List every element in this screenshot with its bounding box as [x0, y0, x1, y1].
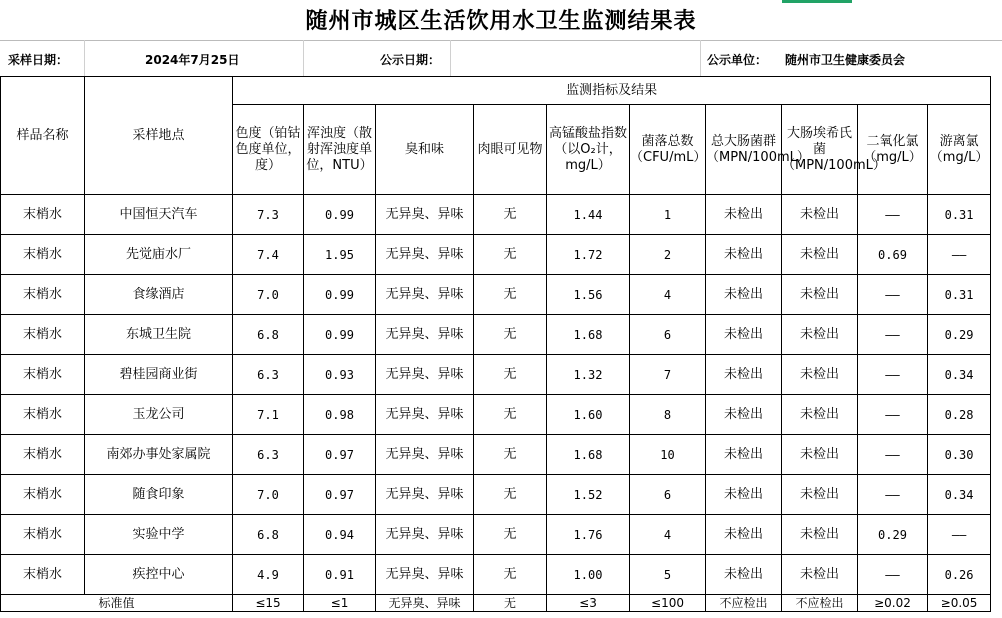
value-cell: 未检出 [706, 315, 782, 355]
value-cell: 1.72 [547, 235, 630, 275]
value-cell: —— [858, 475, 928, 515]
value-cell: 无异臭、异味 [376, 315, 474, 355]
sample-name-cell: 末梢水 [1, 555, 85, 595]
standard-value-cell: ≤100 [630, 595, 706, 612]
standard-value-cell: 无 [474, 595, 547, 612]
value-cell: 无 [474, 555, 547, 595]
value-cell: 1.60 [547, 395, 630, 435]
standard-value-cell: 无异臭、异味 [376, 595, 474, 612]
value-cell: —— [928, 515, 991, 555]
location-cell: 碧桂园商业街 [85, 355, 233, 395]
sample-date-value: 2024年7月25日 [145, 53, 240, 67]
value-cell: 无 [474, 515, 547, 555]
value-cell: 1.00 [547, 555, 630, 595]
location-cell: 实验中学 [85, 515, 233, 555]
publisher-value: 随州市卫生健康委员会 [785, 53, 906, 67]
value-cell: 未检出 [706, 235, 782, 275]
value-cell: 0.97 [304, 475, 376, 515]
header-col-permanganate: 高锰酸盐指数（以O₂计，mg/L） [547, 105, 630, 195]
sample-name-cell: 末梢水 [1, 195, 85, 235]
publisher-label: 公示单位： [707, 53, 768, 67]
value-cell: 5 [630, 555, 706, 595]
value-cell: 未检出 [706, 475, 782, 515]
value-cell: 无 [474, 475, 547, 515]
sample-name-cell: 末梢水 [1, 395, 85, 435]
value-cell: 0.31 [928, 195, 991, 235]
value-cell: 1.56 [547, 275, 630, 315]
value-cell: 未检出 [782, 315, 858, 355]
value-cell: 6.8 [233, 315, 304, 355]
meta-row [0, 40, 1002, 76]
value-cell: 6.3 [233, 435, 304, 475]
value-cell: 4 [630, 515, 706, 555]
value-cell: 1.44 [547, 195, 630, 235]
value-cell: 未检出 [706, 195, 782, 235]
value-cell: 无 [474, 195, 547, 235]
value-cell: 无异臭、异味 [376, 515, 474, 555]
value-cell: 未检出 [782, 235, 858, 275]
value-cell: 0.29 [858, 515, 928, 555]
value-cell: 0.98 [304, 395, 376, 435]
value-cell: 未检出 [706, 395, 782, 435]
value-cell: 1 [630, 195, 706, 235]
value-cell: —— [858, 435, 928, 475]
header-location: 采样地点 [85, 77, 233, 195]
value-cell: 无 [474, 435, 547, 475]
value-cell: 无异臭、异味 [376, 395, 474, 435]
value-cell: 0.34 [928, 355, 991, 395]
standard-value-cell: ≥0.02 [858, 595, 928, 612]
value-cell: 未检出 [782, 435, 858, 475]
value-cell: 无异臭、异味 [376, 195, 474, 235]
sample-name-cell: 末梢水 [1, 275, 85, 315]
value-cell: 无异臭、异味 [376, 475, 474, 515]
location-cell: 玉龙公司 [85, 395, 233, 435]
value-cell: 1.68 [547, 435, 630, 475]
standard-value-cell: ≤15 [233, 595, 304, 612]
value-cell: 0.34 [928, 475, 991, 515]
value-cell: 1.95 [304, 235, 376, 275]
value-cell: —— [858, 275, 928, 315]
value-cell: —— [858, 395, 928, 435]
sample-name-cell: 末梢水 [1, 315, 85, 355]
header-col-visible: 肉眼可见物 [474, 105, 547, 195]
value-cell: 无 [474, 275, 547, 315]
value-cell: 0.97 [304, 435, 376, 475]
standard-value-cell: ≥0.05 [928, 595, 991, 612]
value-cell: 7.1 [233, 395, 304, 435]
value-cell: 0.30 [928, 435, 991, 475]
value-cell: 1.76 [547, 515, 630, 555]
value-cell: 0.91 [304, 555, 376, 595]
sample-name-cell: 末梢水 [1, 235, 85, 275]
value-cell: 未检出 [706, 515, 782, 555]
value-cell: 7.0 [233, 475, 304, 515]
value-cell: 0.99 [304, 275, 376, 315]
table-row [1, 475, 991, 515]
value-cell: 0.29 [928, 315, 991, 355]
value-cell: 4 [630, 275, 706, 315]
standard-value-cell: 不应检出 [782, 595, 858, 612]
value-cell: 未检出 [782, 195, 858, 235]
value-cell: 未检出 [782, 515, 858, 555]
value-cell: 未检出 [706, 275, 782, 315]
results-table [0, 76, 991, 612]
value-cell: 无异臭、异味 [376, 275, 474, 315]
value-cell: 2 [630, 235, 706, 275]
location-cell: 先觉庙水厂 [85, 235, 233, 275]
value-cell: 无 [474, 315, 547, 355]
standard-value-cell: 不应检出 [706, 595, 782, 612]
value-cell: 7.4 [233, 235, 304, 275]
table-row [1, 275, 991, 315]
value-cell: 未检出 [706, 435, 782, 475]
standard-label: 标准值 [1, 595, 233, 612]
location-cell: 南郊办事处家属院 [85, 435, 233, 475]
value-cell: 7.0 [233, 275, 304, 315]
table-row [1, 315, 991, 355]
value-cell: 未检出 [706, 555, 782, 595]
sample-name-cell: 末梢水 [1, 355, 85, 395]
header-col-coliform: 总大肠菌群（MPN/100mL） [706, 105, 782, 195]
value-cell: 无 [474, 395, 547, 435]
location-cell: 食缘酒店 [85, 275, 233, 315]
table-row [1, 195, 991, 235]
header-col-ecoli: 大肠埃希氏菌（MPN/100mL） [782, 105, 858, 195]
value-cell: 0.69 [858, 235, 928, 275]
value-cell: 0.93 [304, 355, 376, 395]
value-cell: 无 [474, 355, 547, 395]
location-cell: 疾控中心 [85, 555, 233, 595]
value-cell: 6.8 [233, 515, 304, 555]
value-cell: 0.31 [928, 275, 991, 315]
value-cell: 未检出 [782, 475, 858, 515]
selected-cell-indicator [782, 0, 852, 3]
value-cell: —— [858, 195, 928, 235]
value-cell: 6 [630, 315, 706, 355]
value-cell: 无异臭、异味 [376, 235, 474, 275]
header-col-odor: 臭和味 [376, 105, 474, 195]
header-col-chroma: 色度（铂钴色度单位，度） [233, 105, 304, 195]
standard-row [1, 595, 991, 612]
value-cell: 0.99 [304, 195, 376, 235]
value-cell: 未检出 [782, 355, 858, 395]
value-cell: 6.3 [233, 355, 304, 395]
value-cell: 无异臭、异味 [376, 435, 474, 475]
table-row [1, 235, 991, 275]
value-cell: —— [858, 555, 928, 595]
standard-value-cell: ≤1 [304, 595, 376, 612]
value-cell: 无 [474, 235, 547, 275]
table-row [1, 395, 991, 435]
value-cell: 无异臭、异味 [376, 355, 474, 395]
value-cell: 0.99 [304, 315, 376, 355]
value-cell: —— [858, 315, 928, 355]
standard-value-cell: ≤3 [547, 595, 630, 612]
location-cell: 东城卫生院 [85, 315, 233, 355]
value-cell: 0.94 [304, 515, 376, 555]
value-cell: 未检出 [706, 355, 782, 395]
header-col-turbidity: 浑浊度（散射浑浊度单位，NTU） [304, 105, 376, 195]
table-row [1, 555, 991, 595]
value-cell: 7 [630, 355, 706, 395]
value-cell: 7.3 [233, 195, 304, 235]
header-col-colony: 菌落总数（CFU/mL） [630, 105, 706, 195]
value-cell: 6 [630, 475, 706, 515]
value-cell: 1.32 [547, 355, 630, 395]
value-cell: 0.28 [928, 395, 991, 435]
value-cell: 无异臭、异味 [376, 555, 474, 595]
header-col-free-chlorine: 游离氯（mg/L） [928, 105, 991, 195]
location-cell: 随食印象 [85, 475, 233, 515]
value-cell: 1.68 [547, 315, 630, 355]
value-cell: 10 [630, 435, 706, 475]
value-cell: —— [858, 355, 928, 395]
header-col-clo2: 二氧化氯（mg/L） [858, 105, 928, 195]
table-row [1, 355, 991, 395]
value-cell: 4.9 [233, 555, 304, 595]
page-title: 随州市城区生活饮用水卫生监测结果表 [305, 9, 697, 34]
title-row [0, 0, 1002, 41]
location-cell: 中国恒天汽车 [85, 195, 233, 235]
value-cell: 未检出 [782, 275, 858, 315]
value-cell: 未检出 [782, 555, 858, 595]
value-cell: —— [928, 235, 991, 275]
sample-name-cell: 末梢水 [1, 475, 85, 515]
header-sample-name: 样品名称 [1, 77, 85, 195]
table-row [1, 515, 991, 555]
value-cell: 0.26 [928, 555, 991, 595]
sample-name-cell: 末梢水 [1, 435, 85, 475]
sample-name-cell: 末梢水 [1, 515, 85, 555]
value-cell: 1.52 [547, 475, 630, 515]
value-cell: 8 [630, 395, 706, 435]
header-indicator-group: 监测指标及结果 [233, 77, 991, 105]
table-row [1, 435, 991, 475]
sample-date-label: 采样日期： [8, 53, 69, 67]
value-cell: 未检出 [782, 395, 858, 435]
publish-date-label: 公示日期： [380, 53, 441, 67]
